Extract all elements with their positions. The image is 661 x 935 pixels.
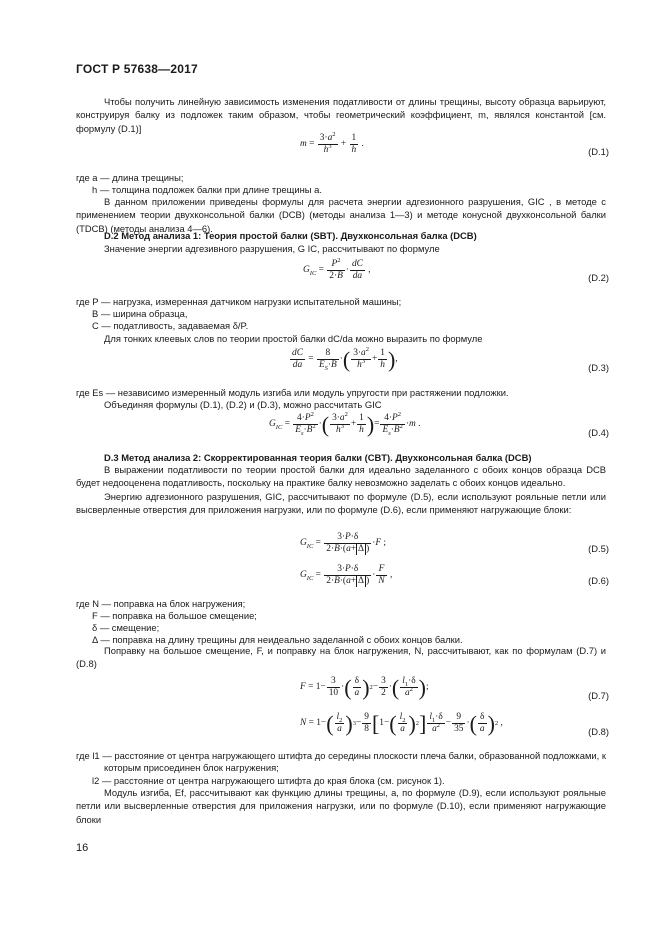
equation-number-d3: (D.3) [588,362,609,373]
definition-B: B — ширина образца, [92,308,188,319]
equation-number-d1: (D.1) [588,146,609,157]
paragraph-intro: Чтобы получить линейную зависимость изменения податливости от длины трещины, высоту образца варьируют, конструируя балку из подложек таким образом, чтобы геометрический коэффициент, m, являлся константой [см. формулу (D.1)] [76,96,606,134]
equation-number-d8: (D.8) [588,726,609,737]
paragraph-d2-intro: Значение энергии адгезивного разрушения, G IC, рассчитывают по формуле [104,243,440,254]
document-header: ГОСТ Р 57638—2017 [76,62,198,76]
formula-d3: $\frac{dC}{da}$ = $\frac{8}{E_S\cdot B}$ · ( $\frac{3\cdot a^2}{h^3}$ + $\frac{1}{h}$ ) , [292,345,398,372]
definition-C: C — податливость, задаваемая δ/P. [92,320,249,331]
formula-d7: F = 1− $\frac{3}{10}$ · ( $\frac{\delta}{a}$ ) 2 − $\frac{3}{2}$ · ( $\frac{l_1\cdot\delta}{a^2}$ ) ; [300,674,429,700]
formula-d4: $G_{IC}$ = $\frac{4\cdot P^2}{E_s\cdot B^2}$ · ( $\frac{3\cdot a^2}{h^3}$ + $\frac{1}{h}$ ) = $\frac{4\cdot P^2}{E_s\cdot B^2}$ · m . [269,410,421,437]
section-heading-d3: D.3 Метод анализа 2: Скорректированная теория балки (CBT). Двухконсольная балка (DCB) [104,452,532,463]
paragraph-modulus: Модуль изгиба, Ef, рассчитывают как функцию длины трещины, a, по формуле (D.9), если используют рояльные петли или высверленные отверстия для приложения нагрузки, или по формуле (D.10), если применяют нагружающие блоки [76,787,606,825]
paragraph-energy: Энергию адгезионного разрушения, GIC, рассчитывают по формуле (D.5), если используют рояльные петли или высверленные отверстия для приложения нагрузки, или по формуле (D.6), если применяют нагружающие блоки: [76,491,606,516]
definition-a: где a — длина трещины; [76,172,184,183]
paragraph-appendix-scope: В данном приложении приведены формулы для расчета энергии адгезионного разрушения, GIC , в методе с применением теории двухконсольной балки (DCB) (методы анализа 1—3) и методе конусной двухконсольной балки (TDCB) (методы анализа 4—6). [76,196,606,234]
equation-number-d5: (D.5) [588,543,609,554]
formula-d2: $G_{IC}$ = $\frac{P^2}{2\cdot B}$ · $\frac{dC}{da}$ , [303,256,371,281]
definition-Delta: Δ — поправка на длину трещины для неидеально заделанной с обоих концов балки. [92,634,463,645]
paragraph-corrections: Поправку на большое смещение, F, и поправку на блок нагружения, N, рассчитывают, как по формулам (D.7) и (D.8) [76,645,606,670]
formula-d8: N = 1− ( $\frac{l_2}{a}$ ) 3 − $\frac{9}{8}$ [ 1− ( $\frac{l_2}{a}$ ) 2 ] $\frac{l_1\cdot\delta}{a^2}$ − $\frac{9}{35}$ · ( $\frac{\delta}{a}$ ) 2 , [300,710,503,736]
section-heading-d2: D.2 Метод анализа 1: Теория простой балки (SBT). Двухконсольная балка (DCB) [104,230,477,241]
definition-Es: где Es — независимо измеренный модуль изгиба или модуль упругости при растяжении подложки. [76,387,509,398]
formula-d6: $G_{IC}$ = $\frac{3\cdot P\cdot\delta}{2\cdot B\cdot(a+ \Delta )}$ · $\frac{F}{N}$ , [300,564,393,586]
paragraph-d3-intro: В выражении податливости по теории простой балки для идеально заделанного с обоих концов образца DCB будет недооценена податливость, поскольку на практике балку невозможно заделать с обоих концов идеально. [76,464,606,489]
equation-number-d2: (D.2) [588,272,609,283]
formula-d1: m = $\frac{3\cdot a^2}{h^3}$ + $\frac{1}{h}$ . [300,130,364,155]
definition-P: где P — нагрузка, измеренная датчиком нагрузки испытательной машины; [76,296,402,307]
equation-number-d6: (D.6) [588,575,609,586]
definition-l1: где l1 — расстояние от центра нагружающего штифта до середины плоскости плеча балки, образованной подложками, к которым присоединен блок нагружения; [76,750,606,774]
definition-F: F — поправка на большое смещение; [92,610,257,621]
definition-N: где N — поправка на блок нагружения; [76,598,246,609]
definition-delta: δ — смещение; [92,622,160,633]
definition-l2: l2 — расстояние от центра нагружающего штифта до края блока (см. рисунок 1). [92,775,445,786]
page-number: 16 [76,842,89,854]
paragraph-thin-layers: Для тонких клеевых слов по теории простой балки dC/da можно выразить по формуле [104,333,483,344]
paragraph-combine: Объединяя формулы (D.1), (D.2) и (D.3), можно рассчитать GIC [104,399,382,410]
definition-h: h — толщина подложек балки при длине трещины a. [92,184,322,195]
formula-d5: $G_{IC}$ = $\frac{3\cdot P\cdot\delta}{2\cdot B\cdot(a+ \Delta )}$ · F ; [300,532,387,554]
equation-number-d4: (D.4) [588,427,609,438]
equation-number-d7: (D.7) [588,690,609,701]
